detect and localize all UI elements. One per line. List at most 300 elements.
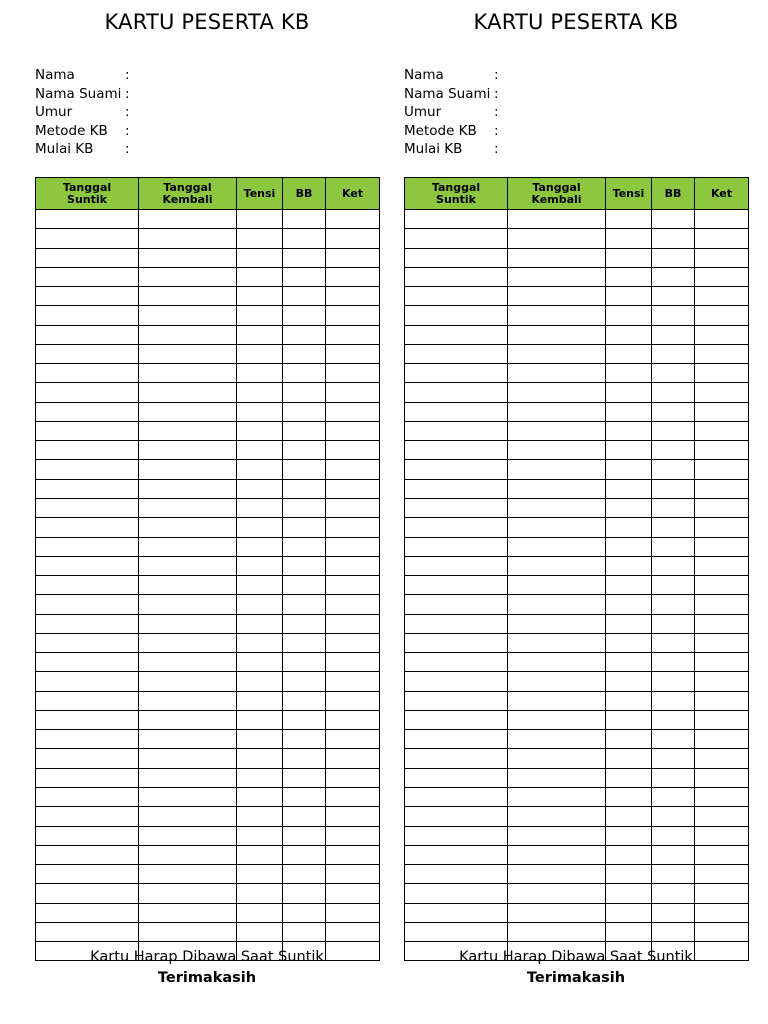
table-cell[interactable] xyxy=(606,749,652,768)
table-cell[interactable] xyxy=(326,325,380,344)
table-cell[interactable] xyxy=(139,672,237,691)
table-cell[interactable] xyxy=(652,653,695,672)
table-cell[interactable] xyxy=(652,865,695,884)
table-cell[interactable] xyxy=(237,229,283,248)
table-cell[interactable] xyxy=(283,710,326,729)
table-cell[interactable] xyxy=(652,922,695,941)
table-cell[interactable] xyxy=(36,287,139,306)
table-cell[interactable] xyxy=(283,344,326,363)
table-cell[interactable] xyxy=(695,865,749,884)
table-cell[interactable] xyxy=(405,787,508,806)
table-cell[interactable] xyxy=(283,421,326,440)
table-cell[interactable] xyxy=(606,787,652,806)
table-cell[interactable] xyxy=(237,710,283,729)
table-cell[interactable] xyxy=(36,922,139,941)
table-cell[interactable] xyxy=(36,364,139,383)
table-cell[interactable] xyxy=(405,248,508,267)
table-cell[interactable] xyxy=(695,498,749,517)
table-cell[interactable] xyxy=(606,210,652,229)
table-cell[interactable] xyxy=(326,633,380,652)
table-cell[interactable] xyxy=(283,460,326,479)
table-cell[interactable] xyxy=(508,691,606,710)
table-cell[interactable] xyxy=(695,210,749,229)
table-cell[interactable] xyxy=(36,576,139,595)
table-cell[interactable] xyxy=(326,421,380,440)
table-cell[interactable] xyxy=(139,826,237,845)
table-cell[interactable] xyxy=(326,672,380,691)
table-cell[interactable] xyxy=(508,344,606,363)
table-cell[interactable] xyxy=(405,383,508,402)
table-cell[interactable] xyxy=(606,402,652,421)
table-cell[interactable] xyxy=(405,325,508,344)
table-cell[interactable] xyxy=(606,653,652,672)
table-cell[interactable] xyxy=(695,537,749,556)
table-cell[interactable] xyxy=(405,479,508,498)
table-cell[interactable] xyxy=(139,479,237,498)
table-cell[interactable] xyxy=(283,248,326,267)
table-cell[interactable] xyxy=(36,691,139,710)
table-cell[interactable] xyxy=(606,595,652,614)
table-cell[interactable] xyxy=(652,768,695,787)
table-cell[interactable] xyxy=(283,306,326,325)
table-cell[interactable] xyxy=(405,845,508,864)
table-cell[interactable] xyxy=(652,421,695,440)
table-cell[interactable] xyxy=(139,325,237,344)
table-cell[interactable] xyxy=(237,730,283,749)
table-cell[interactable] xyxy=(326,248,380,267)
table-cell[interactable] xyxy=(139,383,237,402)
table-cell[interactable] xyxy=(405,441,508,460)
table-cell[interactable] xyxy=(508,845,606,864)
table-cell[interactable] xyxy=(695,595,749,614)
table-cell[interactable] xyxy=(695,325,749,344)
table-cell[interactable] xyxy=(405,210,508,229)
table-cell[interactable] xyxy=(237,248,283,267)
table-cell[interactable] xyxy=(139,267,237,286)
table-cell[interactable] xyxy=(139,807,237,826)
table-cell[interactable] xyxy=(139,845,237,864)
table-cell[interactable] xyxy=(606,865,652,884)
table-cell[interactable] xyxy=(326,479,380,498)
table-cell[interactable] xyxy=(36,344,139,363)
table-cell[interactable] xyxy=(652,633,695,652)
table-cell[interactable] xyxy=(36,845,139,864)
table-cell[interactable] xyxy=(405,922,508,941)
table-cell[interactable] xyxy=(139,344,237,363)
table-cell[interactable] xyxy=(652,248,695,267)
table-cell[interactable] xyxy=(606,383,652,402)
table-cell[interactable] xyxy=(405,691,508,710)
table-cell[interactable] xyxy=(139,306,237,325)
table-cell[interactable] xyxy=(508,364,606,383)
table-cell[interactable] xyxy=(606,633,652,652)
table-cell[interactable] xyxy=(36,749,139,768)
table-cell[interactable] xyxy=(405,730,508,749)
table-cell[interactable] xyxy=(36,807,139,826)
table-cell[interactable] xyxy=(695,884,749,903)
table-cell[interactable] xyxy=(652,787,695,806)
table-cell[interactable] xyxy=(652,614,695,633)
table-cell[interactable] xyxy=(405,537,508,556)
table-cell[interactable] xyxy=(36,595,139,614)
table-cell[interactable] xyxy=(139,614,237,633)
table-cell[interactable] xyxy=(326,518,380,537)
table-cell[interactable] xyxy=(652,287,695,306)
table-cell[interactable] xyxy=(695,730,749,749)
table-cell[interactable] xyxy=(652,364,695,383)
table-cell[interactable] xyxy=(508,672,606,691)
table-cell[interactable] xyxy=(139,498,237,517)
table-cell[interactable] xyxy=(326,768,380,787)
table-cell[interactable] xyxy=(508,325,606,344)
table-cell[interactable] xyxy=(652,460,695,479)
table-cell[interactable] xyxy=(36,518,139,537)
table-cell[interactable] xyxy=(606,826,652,845)
table-cell[interactable] xyxy=(508,749,606,768)
table-cell[interactable] xyxy=(405,518,508,537)
table-cell[interactable] xyxy=(606,498,652,517)
table-cell[interactable] xyxy=(139,691,237,710)
table-cell[interactable] xyxy=(326,922,380,941)
table-cell[interactable] xyxy=(652,210,695,229)
table-cell[interactable] xyxy=(695,672,749,691)
table-cell[interactable] xyxy=(283,576,326,595)
table-cell[interactable] xyxy=(36,210,139,229)
table-cell[interactable] xyxy=(139,364,237,383)
table-cell[interactable] xyxy=(405,402,508,421)
table-cell[interactable] xyxy=(508,884,606,903)
table-cell[interactable] xyxy=(405,287,508,306)
table-cell[interactable] xyxy=(283,633,326,652)
table-cell[interactable] xyxy=(36,248,139,267)
table-cell[interactable] xyxy=(695,421,749,440)
table-cell[interactable] xyxy=(652,903,695,922)
table-cell[interactable] xyxy=(139,229,237,248)
table-cell[interactable] xyxy=(508,633,606,652)
table-cell[interactable] xyxy=(326,903,380,922)
table-cell[interactable] xyxy=(606,460,652,479)
table-cell[interactable] xyxy=(405,556,508,575)
table-cell[interactable] xyxy=(283,691,326,710)
table-cell[interactable] xyxy=(237,421,283,440)
table-cell[interactable] xyxy=(36,556,139,575)
table-cell[interactable] xyxy=(695,749,749,768)
table-cell[interactable] xyxy=(237,325,283,344)
table-cell[interactable] xyxy=(508,421,606,440)
table-cell[interactable] xyxy=(283,672,326,691)
table-cell[interactable] xyxy=(695,922,749,941)
table-cell[interactable] xyxy=(139,537,237,556)
table-cell[interactable] xyxy=(695,267,749,286)
table-cell[interactable] xyxy=(695,633,749,652)
table-cell[interactable] xyxy=(508,402,606,421)
table-cell[interactable] xyxy=(652,710,695,729)
table-cell[interactable] xyxy=(283,595,326,614)
table-cell[interactable] xyxy=(283,845,326,864)
table-cell[interactable] xyxy=(139,633,237,652)
table-cell[interactable] xyxy=(326,576,380,595)
table-cell[interactable] xyxy=(695,807,749,826)
table-cell[interactable] xyxy=(283,826,326,845)
table-cell[interactable] xyxy=(237,556,283,575)
table-cell[interactable] xyxy=(508,498,606,517)
table-cell[interactable] xyxy=(508,460,606,479)
table-cell[interactable] xyxy=(405,306,508,325)
table-cell[interactable] xyxy=(326,267,380,286)
table-cell[interactable] xyxy=(283,537,326,556)
table-cell[interactable] xyxy=(326,865,380,884)
table-cell[interactable] xyxy=(326,845,380,864)
table-cell[interactable] xyxy=(283,364,326,383)
table-cell[interactable] xyxy=(36,460,139,479)
table-cell[interactable] xyxy=(139,210,237,229)
table-cell[interactable] xyxy=(283,383,326,402)
table-cell[interactable] xyxy=(283,768,326,787)
table-cell[interactable] xyxy=(606,845,652,864)
table-cell[interactable] xyxy=(36,421,139,440)
table-cell[interactable] xyxy=(283,749,326,768)
table-cell[interactable] xyxy=(237,826,283,845)
table-cell[interactable] xyxy=(36,441,139,460)
table-cell[interactable] xyxy=(652,498,695,517)
table-cell[interactable] xyxy=(36,787,139,806)
table-cell[interactable] xyxy=(695,691,749,710)
table-cell[interactable] xyxy=(606,441,652,460)
table-cell[interactable] xyxy=(139,402,237,421)
table-cell[interactable] xyxy=(652,229,695,248)
table-cell[interactable] xyxy=(652,537,695,556)
table-cell[interactable] xyxy=(36,267,139,286)
table-cell[interactable] xyxy=(283,498,326,517)
table-cell[interactable] xyxy=(508,267,606,286)
table-cell[interactable] xyxy=(139,710,237,729)
table-cell[interactable] xyxy=(695,710,749,729)
table-cell[interactable] xyxy=(405,229,508,248)
table-cell[interactable] xyxy=(139,421,237,440)
table-cell[interactable] xyxy=(326,614,380,633)
table-cell[interactable] xyxy=(237,383,283,402)
table-cell[interactable] xyxy=(405,710,508,729)
table-cell[interactable] xyxy=(283,229,326,248)
table-cell[interactable] xyxy=(326,460,380,479)
table-cell[interactable] xyxy=(237,614,283,633)
table-cell[interactable] xyxy=(606,903,652,922)
table-cell[interactable] xyxy=(326,383,380,402)
table-cell[interactable] xyxy=(237,267,283,286)
table-cell[interactable] xyxy=(283,287,326,306)
table-cell[interactable] xyxy=(405,807,508,826)
table-cell[interactable] xyxy=(326,229,380,248)
table-cell[interactable] xyxy=(606,730,652,749)
table-cell[interactable] xyxy=(606,229,652,248)
table-cell[interactable] xyxy=(237,210,283,229)
table-cell[interactable] xyxy=(36,730,139,749)
table-cell[interactable] xyxy=(405,826,508,845)
table-cell[interactable] xyxy=(508,306,606,325)
table-cell[interactable] xyxy=(283,865,326,884)
table-cell[interactable] xyxy=(606,691,652,710)
table-cell[interactable] xyxy=(606,479,652,498)
table-cell[interactable] xyxy=(405,344,508,363)
table-cell[interactable] xyxy=(652,383,695,402)
table-cell[interactable] xyxy=(652,344,695,363)
table-cell[interactable] xyxy=(652,672,695,691)
table-cell[interactable] xyxy=(405,576,508,595)
table-cell[interactable] xyxy=(606,325,652,344)
table-cell[interactable] xyxy=(139,248,237,267)
table-cell[interactable] xyxy=(695,306,749,325)
table-cell[interactable] xyxy=(139,768,237,787)
table-cell[interactable] xyxy=(695,287,749,306)
table-cell[interactable] xyxy=(326,364,380,383)
table-cell[interactable] xyxy=(405,614,508,633)
table-cell[interactable] xyxy=(237,364,283,383)
table-cell[interactable] xyxy=(36,768,139,787)
table-cell[interactable] xyxy=(695,518,749,537)
table-cell[interactable] xyxy=(695,479,749,498)
table-cell[interactable] xyxy=(695,344,749,363)
table-cell[interactable] xyxy=(237,344,283,363)
table-cell[interactable] xyxy=(508,287,606,306)
table-cell[interactable] xyxy=(237,653,283,672)
table-cell[interactable] xyxy=(139,730,237,749)
table-cell[interactable] xyxy=(652,267,695,286)
table-cell[interactable] xyxy=(139,460,237,479)
table-cell[interactable] xyxy=(139,749,237,768)
table-cell[interactable] xyxy=(695,460,749,479)
table-cell[interactable] xyxy=(326,210,380,229)
table-cell[interactable] xyxy=(139,595,237,614)
table-cell[interactable] xyxy=(508,807,606,826)
table-cell[interactable] xyxy=(508,248,606,267)
table-cell[interactable] xyxy=(508,229,606,248)
table-cell[interactable] xyxy=(139,884,237,903)
table-cell[interactable] xyxy=(695,576,749,595)
table-cell[interactable] xyxy=(283,267,326,286)
table-cell[interactable] xyxy=(237,691,283,710)
table-cell[interactable] xyxy=(237,537,283,556)
table-cell[interactable] xyxy=(508,922,606,941)
table-cell[interactable] xyxy=(508,730,606,749)
table-cell[interactable] xyxy=(606,672,652,691)
table-cell[interactable] xyxy=(652,884,695,903)
table-cell[interactable] xyxy=(36,710,139,729)
table-cell[interactable] xyxy=(652,556,695,575)
table-cell[interactable] xyxy=(695,364,749,383)
table-cell[interactable] xyxy=(508,595,606,614)
table-cell[interactable] xyxy=(508,787,606,806)
table-cell[interactable] xyxy=(283,441,326,460)
table-cell[interactable] xyxy=(405,768,508,787)
table-cell[interactable] xyxy=(652,845,695,864)
table-cell[interactable] xyxy=(237,306,283,325)
table-cell[interactable] xyxy=(283,614,326,633)
table-cell[interactable] xyxy=(237,441,283,460)
table-cell[interactable] xyxy=(606,556,652,575)
table-cell[interactable] xyxy=(237,749,283,768)
table-cell[interactable] xyxy=(283,210,326,229)
table-cell[interactable] xyxy=(405,672,508,691)
table-cell[interactable] xyxy=(508,518,606,537)
table-cell[interactable] xyxy=(326,402,380,421)
table-cell[interactable] xyxy=(237,479,283,498)
table-cell[interactable] xyxy=(652,691,695,710)
table-cell[interactable] xyxy=(508,826,606,845)
table-cell[interactable] xyxy=(405,903,508,922)
table-cell[interactable] xyxy=(326,306,380,325)
table-cell[interactable] xyxy=(237,518,283,537)
table-cell[interactable] xyxy=(36,653,139,672)
table-cell[interactable] xyxy=(36,537,139,556)
table-cell[interactable] xyxy=(139,903,237,922)
table-cell[interactable] xyxy=(326,710,380,729)
table-cell[interactable] xyxy=(405,865,508,884)
table-cell[interactable] xyxy=(283,653,326,672)
table-cell[interactable] xyxy=(652,325,695,344)
table-cell[interactable] xyxy=(283,787,326,806)
table-cell[interactable] xyxy=(405,460,508,479)
table-cell[interactable] xyxy=(508,383,606,402)
table-cell[interactable] xyxy=(652,576,695,595)
table-cell[interactable] xyxy=(606,421,652,440)
table-cell[interactable] xyxy=(695,845,749,864)
table-cell[interactable] xyxy=(237,768,283,787)
table-cell[interactable] xyxy=(283,402,326,421)
table-cell[interactable] xyxy=(405,749,508,768)
table-cell[interactable] xyxy=(283,807,326,826)
table-cell[interactable] xyxy=(237,595,283,614)
table-cell[interactable] xyxy=(326,787,380,806)
table-cell[interactable] xyxy=(695,441,749,460)
table-cell[interactable] xyxy=(326,595,380,614)
table-cell[interactable] xyxy=(283,556,326,575)
table-cell[interactable] xyxy=(695,787,749,806)
table-cell[interactable] xyxy=(695,614,749,633)
table-cell[interactable] xyxy=(405,498,508,517)
table-cell[interactable] xyxy=(139,653,237,672)
table-cell[interactable] xyxy=(606,884,652,903)
table-cell[interactable] xyxy=(326,730,380,749)
table-cell[interactable] xyxy=(237,460,283,479)
table-cell[interactable] xyxy=(652,518,695,537)
table-cell[interactable] xyxy=(237,672,283,691)
table-cell[interactable] xyxy=(508,653,606,672)
table-cell[interactable] xyxy=(508,556,606,575)
table-cell[interactable] xyxy=(405,653,508,672)
table-cell[interactable] xyxy=(326,807,380,826)
table-cell[interactable] xyxy=(405,595,508,614)
table-cell[interactable] xyxy=(139,865,237,884)
table-cell[interactable] xyxy=(237,807,283,826)
table-cell[interactable] xyxy=(283,903,326,922)
table-cell[interactable] xyxy=(695,229,749,248)
table-cell[interactable] xyxy=(606,768,652,787)
table-cell[interactable] xyxy=(237,633,283,652)
table-cell[interactable] xyxy=(283,922,326,941)
table-cell[interactable] xyxy=(283,884,326,903)
table-cell[interactable] xyxy=(652,749,695,768)
table-cell[interactable] xyxy=(326,287,380,306)
table-cell[interactable] xyxy=(695,826,749,845)
table-cell[interactable] xyxy=(405,633,508,652)
table-cell[interactable] xyxy=(237,402,283,421)
table-cell[interactable] xyxy=(606,576,652,595)
table-cell[interactable] xyxy=(606,248,652,267)
table-cell[interactable] xyxy=(405,884,508,903)
table-cell[interactable] xyxy=(695,383,749,402)
table-cell[interactable] xyxy=(36,306,139,325)
table-cell[interactable] xyxy=(606,922,652,941)
